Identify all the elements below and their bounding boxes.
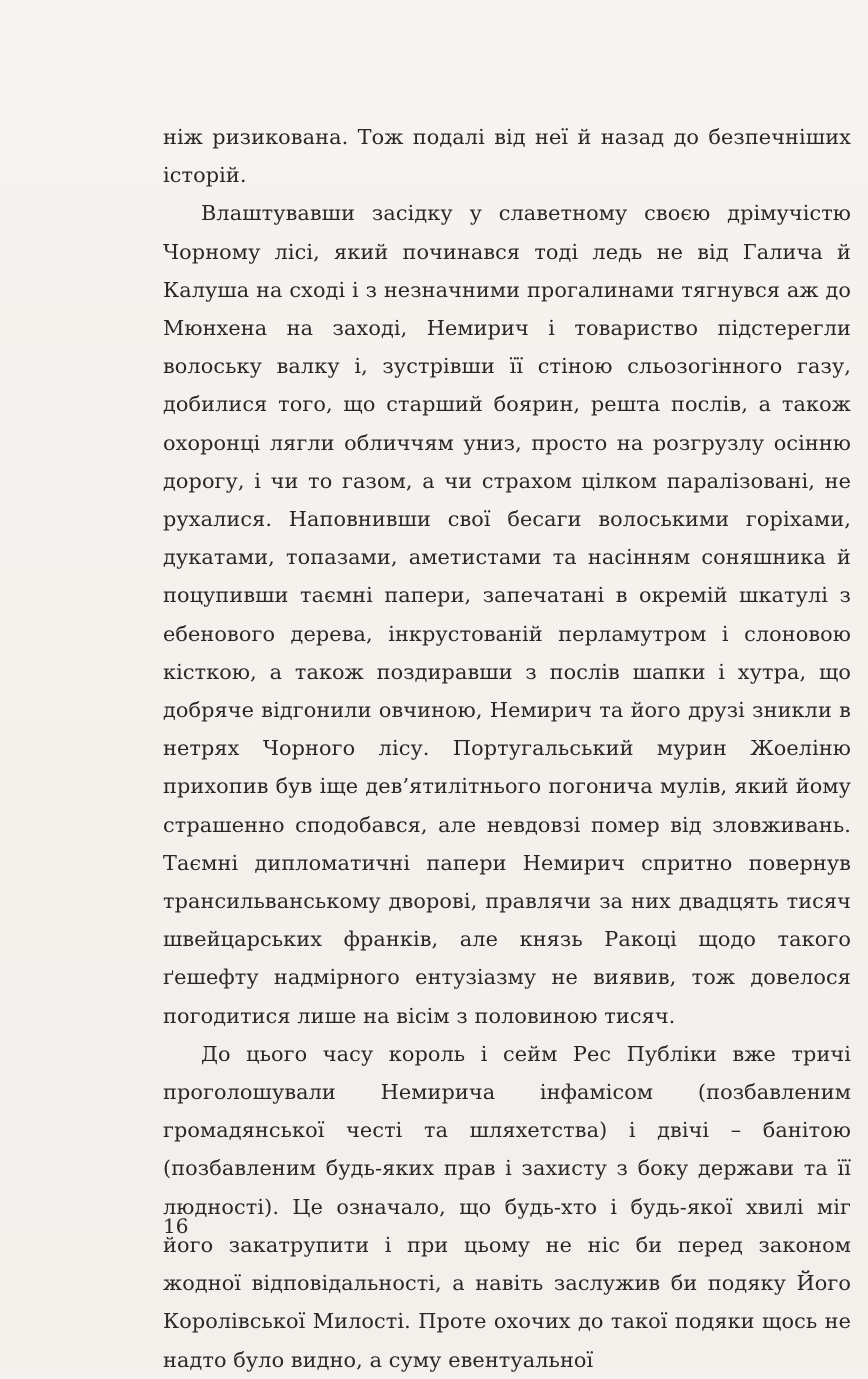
paragraph-3: До цього часу король і сейм Рес Публіки вже тричі проголошували Немирича інфамісом (позбавленим громадянської честі та шляхетства) і двічі – банітою (позбавленим будь-яких прав і захисту з боку держави та її людності). Це означало, що будь-хто і будь-якої хвилі міг його закатрупити і при цьому не ніс би перед законом жодної відповідальності, а навіть заслужив би подяку Його Королівської Милості. Проте охочих до такої подяки щось не надто було видно, а суму евентуальної — [163, 1041, 851, 1372]
paragraph-1: ніж ризикована. Тож подалі від неї й назад до безпечніших історій. — [163, 125, 851, 188]
paragraph-2: Влаштувавши засідку у славетному своєю дрімучістю Чорному лісі, який починався тоді ледь не від Галича й Калуша на сході і з незначними прогалинами тягнувся аж до Мюнхена на заході, Немирич і товариство підстерегли волоську валку і, зустрівши її стіною сльозогінного газу, добилися того, що старший боярин, решта послів, а також охоронці лягли обличчям униз, просто на розгрузлу осінню дорогу, і чи то газом, а чи страхом цілком паралізовані, не рухалися. Наповнивши свої бесаги волоськими горіхами, дукатами, топазами, аметистами та насінням соняшника й поцупивши таємні папери, запечатані в окремій шкатулі з ебенового дерева, інкрустованій перламутром і слоновою кісткою, а також поздиравши з послів шапки і хутра, що добряче відгонили овчиною, Немирич та його друзі зникли в нетрях Чорного лісу. Португальський мурин Жоеліню прихопив був іще дев’ятилітнього погонича мулів, який йому страшенно сподобався, але невдовзі помер від зловживань. Таємні дипломатичні папери Немирич спритно повернув трансильванському дворові, правлячи за них двадцять тисяч швейцарських франків, але князь Ракоці щодо такого ґешефту надмірного ентузіазму не виявив, тож довелося погодитися лише на вісім з половиною тисяч. — [163, 201, 851, 1028]
body-text — [163, 118, 851, 1379]
page-number: 16 — [163, 1214, 189, 1238]
